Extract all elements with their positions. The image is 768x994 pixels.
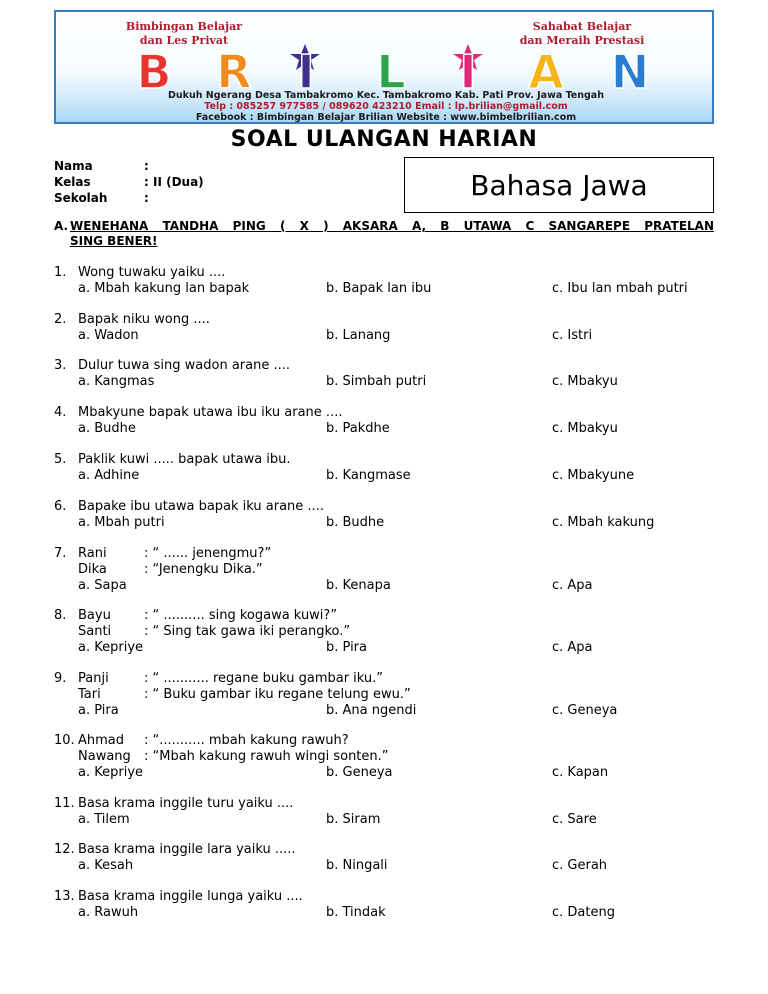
- option-c: c. Mbakyune: [552, 468, 635, 483]
- speaker-2: Nawang: [78, 749, 131, 764]
- option-c: c. Mbakyu: [552, 374, 618, 389]
- question-number: 8.: [54, 608, 67, 623]
- nama-separator: :: [144, 159, 149, 173]
- question-text: Wong tuwaku yaiku ....: [78, 265, 226, 280]
- header-banner: [54, 10, 714, 124]
- option-a: a. Mbah kakung lan bapak: [78, 281, 250, 296]
- option-c: c. Apa: [552, 578, 593, 593]
- tagline-right-line2: dan Meraih Prestasi: [519, 34, 645, 47]
- option-a: a. Wadon: [78, 328, 139, 343]
- logo-letter-l: L: [376, 45, 406, 90]
- question-text: Mbakyune bapak utawa ibu iku arane ....: [78, 405, 343, 420]
- option-a: a. Mbah putri: [78, 515, 165, 530]
- question-number: 12.: [54, 842, 75, 857]
- option-a: a. Kepriye: [78, 765, 144, 780]
- question-number: 11.: [54, 796, 75, 811]
- question-number: 6.: [54, 499, 67, 514]
- speaker-1: Panji: [78, 671, 109, 686]
- option-c: c. Gerah: [552, 858, 608, 873]
- option-a: a. Sapa: [78, 578, 127, 593]
- option-b: b. Siram: [326, 812, 381, 827]
- contact-line: Telp : 085257 977585 / 089620 423210 Email : lp.brilian@gmail.com: [204, 101, 568, 112]
- instruction-line1: WENEHANA TANDHA PING ( X ) AKSARA A, B UTAWA C SANGAREPE PRATELAN: [70, 219, 714, 233]
- dialogue-2: : “ Buku gambar iku regane telung ewu.”: [144, 687, 411, 702]
- option-a: a. Tilem: [78, 812, 130, 827]
- question-number: 5.: [54, 452, 67, 467]
- option-b: b. Ningali: [326, 858, 388, 873]
- option-a: a. Kepriye: [78, 640, 144, 655]
- sekolah-row: [54, 190, 204, 206]
- option-c: c. Sare: [552, 812, 597, 827]
- logo-letter-b: B: [136, 45, 172, 90]
- question-number: 3.: [54, 358, 67, 373]
- nama-label: Nama: [54, 159, 93, 173]
- question-text: Bapake ibu utawa bapak iku arane ....: [78, 499, 324, 514]
- question-number: 4.: [54, 405, 67, 420]
- instruction-line2: SING BENER!: [70, 234, 158, 248]
- option-a: a. Pira: [78, 703, 119, 718]
- question-number: 2.: [54, 312, 67, 327]
- page-title: SOAL ULANGAN HARIAN: [230, 127, 538, 152]
- question-text: Bapak niku wong ....: [78, 312, 210, 327]
- logo-letter-i2: I: [459, 45, 477, 90]
- subject-box: Bahasa Jawa: [404, 157, 714, 213]
- question-text: Basa krama inggile turu yaiku ....: [78, 796, 294, 811]
- tagline-right-line1: Sahabat Belajar: [532, 20, 632, 33]
- dialogue-1: : “........... mbah kakung rawuh?: [144, 733, 349, 748]
- speaker-1: Bayu: [78, 608, 111, 623]
- sekolah-label: Sekolah: [54, 191, 108, 205]
- option-b: b. Bapak lan ibu: [326, 281, 432, 296]
- option-a: a. Kesah: [78, 858, 134, 873]
- question-text: Dulur tuwa sing wadon arane ....: [78, 358, 291, 373]
- option-b: b. Ana ngendi: [326, 703, 417, 718]
- option-b: b. Tindak: [326, 905, 386, 920]
- option-c: c. Geneya: [552, 703, 618, 718]
- dialogue-2: : “Jenengku Dika.”: [144, 562, 263, 577]
- question-number: 9.: [54, 671, 67, 686]
- address-line: Dukuh Ngerang Desa Tambakromo Kec. Tambakromo Kab. Pati Prov. Jawa Tengah: [168, 90, 604, 101]
- option-b: b. Lanang: [326, 328, 391, 343]
- option-b: b. Geneya: [326, 765, 393, 780]
- section-letter: A.: [54, 219, 69, 233]
- kelas-value: : II (Dua): [144, 175, 204, 189]
- brilian-logo: [56, 40, 714, 90]
- option-c: c. Mbah kakung: [552, 515, 655, 530]
- option-c: c. Kapan: [552, 765, 609, 780]
- speaker-2: Santi: [78, 624, 112, 639]
- kelas-row: [54, 174, 204, 190]
- logo-letter-i1: I: [297, 45, 315, 90]
- speaker-2: Tari: [78, 687, 101, 702]
- dialogue-2: : “ Sing tak gawa iki perangko.”: [144, 624, 351, 639]
- speaker-1: Ahmad: [78, 733, 125, 748]
- logo-letter-a: A: [528, 45, 564, 90]
- question-number: 10.: [54, 733, 75, 748]
- option-c: c. Apa: [552, 640, 593, 655]
- option-a: a. Kangmas: [78, 374, 155, 389]
- dialogue-1: : “ ........... regane buku gambar iku.”: [144, 671, 384, 686]
- option-b: b. Simbah putri: [326, 374, 427, 389]
- question-number: 1.: [54, 265, 67, 280]
- student-identity: [54, 158, 204, 206]
- option-b: b. Pira: [326, 640, 367, 655]
- dialogue-1: : “ ...... jenengmu?”: [144, 546, 272, 561]
- speaker-1: Rani: [78, 546, 107, 561]
- logo-letter-r: R: [216, 45, 252, 90]
- logo-letter-n: N: [610, 45, 650, 90]
- tagline-left-line2: dan Les Privat: [139, 34, 229, 47]
- option-c: c. Mbakyu: [552, 421, 618, 436]
- option-b: b. Kangmase: [326, 468, 411, 483]
- question-number: 7.: [54, 546, 67, 561]
- dialogue-2: : “Mbah kakung rawuh wingi sonten.”: [144, 749, 389, 764]
- option-b: b. Kenapa: [326, 578, 391, 593]
- kelas-label: Kelas: [54, 175, 91, 189]
- question-text: Basa krama inggile lara yaiku .....: [78, 842, 296, 857]
- option-c: c. Istri: [552, 328, 593, 343]
- option-b: b. Budhe: [326, 515, 385, 530]
- option-a: a. Adhine: [78, 468, 140, 483]
- sekolah-separator: :: [144, 191, 149, 205]
- question-text: Basa krama inggile lunga yaiku ....: [78, 889, 303, 904]
- option-b: b. Pakdhe: [326, 421, 390, 436]
- option-a: a. Rawuh: [78, 905, 139, 920]
- dialogue-1: : “ .......... sing kogawa kuwi?”: [144, 608, 338, 623]
- tagline-left-line1: Bimbingan Belajar: [125, 20, 243, 33]
- question-text: Paklik kuwi ..... bapak utawa ibu.: [78, 452, 291, 467]
- social-line: Facebook : Bimbingan Belajar Brilian Website : www.bimbelbrilian.com: [195, 112, 577, 123]
- option-c: c. Dateng: [552, 905, 615, 920]
- option-c: c. Ibu lan mbah putri: [552, 281, 688, 296]
- question-number: 13.: [54, 889, 75, 904]
- nama-row: [54, 158, 204, 174]
- speaker-2: Dika: [78, 562, 107, 577]
- option-a: a. Budhe: [78, 421, 136, 436]
